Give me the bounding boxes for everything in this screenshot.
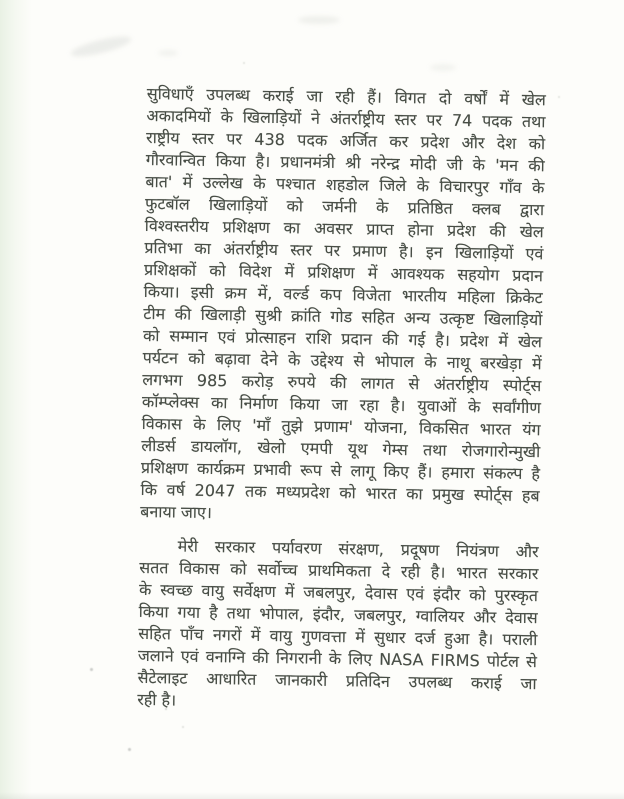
- scan-smudge: [298, 16, 340, 24]
- scan-smudge: [430, 64, 456, 71]
- text-line: फुटबॉल खिलाड़ियों को जर्मनी के प्रतिष्ठित क्लब द्वारा: [144, 193, 545, 220]
- text-line: प्रतिभा का अंतर्राष्ट्रीय स्तर पर प्रमाण है। इन खिलाड़ियों एवं: [144, 237, 544, 264]
- text-line: सैटेलाइट आधारित जानकारी प्रतिदिन उपलब्ध कराई जा: [137, 667, 537, 694]
- text-line: जलाने एवं वनाग्नि की निगरानी के लिए NASA FIRMS पोर्टल से: [137, 645, 538, 672]
- scan-smudge: [158, 50, 178, 56]
- body-text-block: [137, 83, 546, 717]
- text-line: प्रशिक्षकों को विदेश में प्रशिक्षण में आवश्यक सहयोग प्रदान: [143, 259, 544, 286]
- text-line: विकास के लिए 'माँ तुझे प्रणाम' योजना, विकसित भारत यंग: [141, 413, 541, 440]
- text-line: सहित पाँच नगरों में वायु गुणवत्ता में सुधार दर्ज हुआ है। पराली: [138, 623, 538, 650]
- text-line: कॉम्प्लेक्स का निर्माण किया जा रहा है। युवाओं के सर्वांगीण: [141, 391, 542, 418]
- scan-speck: [558, 96, 560, 98]
- text-line: राष्ट्रीय स्तर पर 438 पदक अर्जित कर प्रदेश और देश को: [145, 127, 546, 154]
- scanner-edge-tint: [0, 0, 32, 799]
- scan-speck: [128, 748, 131, 751]
- text-line: को सम्मान एवं प्रोत्साहन राशि प्रदान की गई है। प्रदेश में खेल: [142, 325, 543, 352]
- text-line: अकादमियों के खिलाड़ियों ने अंतर्राष्ट्रीय स्तर पर 74 पदक तथा: [146, 105, 546, 132]
- text-line: लगभग 985 करोड़ रुपये की लागत से अंतर्राष्ट्रीय स्पोर्ट्स: [142, 369, 542, 396]
- scan-speck: [90, 668, 93, 671]
- scanner-bottom-shadow: [0, 792, 624, 799]
- text-line: टीम की खिलाड़ी सुश्री क्रांति गोड सहित अन्य उत्कृष्ट खिलाड़ियों: [143, 303, 543, 330]
- text-line: किया गया है तथा भोपाल, इंदौर, जबलपुर, ग्वालियर और देवास: [138, 601, 538, 628]
- text-line: मेरी सरकार पर्यावरण संरक्षण, प्रदूषण नियंत्रण और: [177, 536, 539, 562]
- text-line: के स्वच्छ वायु सर्वेक्षण में जबलपुर, देवास एवं इंदौर को पुरस्कृत: [138, 579, 539, 606]
- text-line: कि वर्ष 2047 तक मध्यप्रदेश को भारत का प्रमुख स्पोर्ट्स हब: [140, 479, 540, 506]
- scan-speck: [243, 62, 245, 64]
- text-line: सतत विकास को सर्वोच्च प्राथमिकता दे रही है। भारत सरकार: [139, 557, 539, 584]
- scan-smudge: [69, 33, 132, 61]
- paragraph-2: [137, 535, 539, 717]
- text-line: बनाया जाए।: [140, 501, 213, 523]
- text-line: सुविधाएँ उपलब्ध कराई जा रही हैं। विगत दो वर्षों में खेल: [146, 83, 546, 110]
- paragraph-1: [140, 83, 546, 529]
- text-line: किया। इसी क्रम में, वर्ल्ड कप विजेता भारतीय महिला क्रिकेट: [143, 281, 543, 308]
- text-line: गौरवान्वित किया है। प्रधानमंत्री श्री नरेन्द्र मोदी जी के 'मन की: [145, 149, 545, 176]
- scan-speck: [182, 726, 184, 728]
- text-line: रही है।: [137, 689, 177, 710]
- text-line: बात' में उल्लेख के पश्चात शहडोल जिले के विचारपुर गाँव के: [145, 171, 545, 198]
- text-line: विश्वस्तरीय प्रशिक्षण का अवसर प्राप्त होना प्रदेश की खेल: [144, 215, 544, 242]
- text-line: प्रशिक्षण कार्यक्रम प्रभावी रूप से लागू किए हैं। हमारा संकल्प है: [140, 457, 541, 484]
- text-line: लीडर्स डायलॉग, खेलो एमपी यूथ गेम्स तथा रोजगारोन्मुखी: [141, 435, 541, 462]
- text-line: पर्यटन को बढ़ावा देने के उद्देश्य से भोपाल के नाथू बरखेड़ा में: [142, 347, 542, 374]
